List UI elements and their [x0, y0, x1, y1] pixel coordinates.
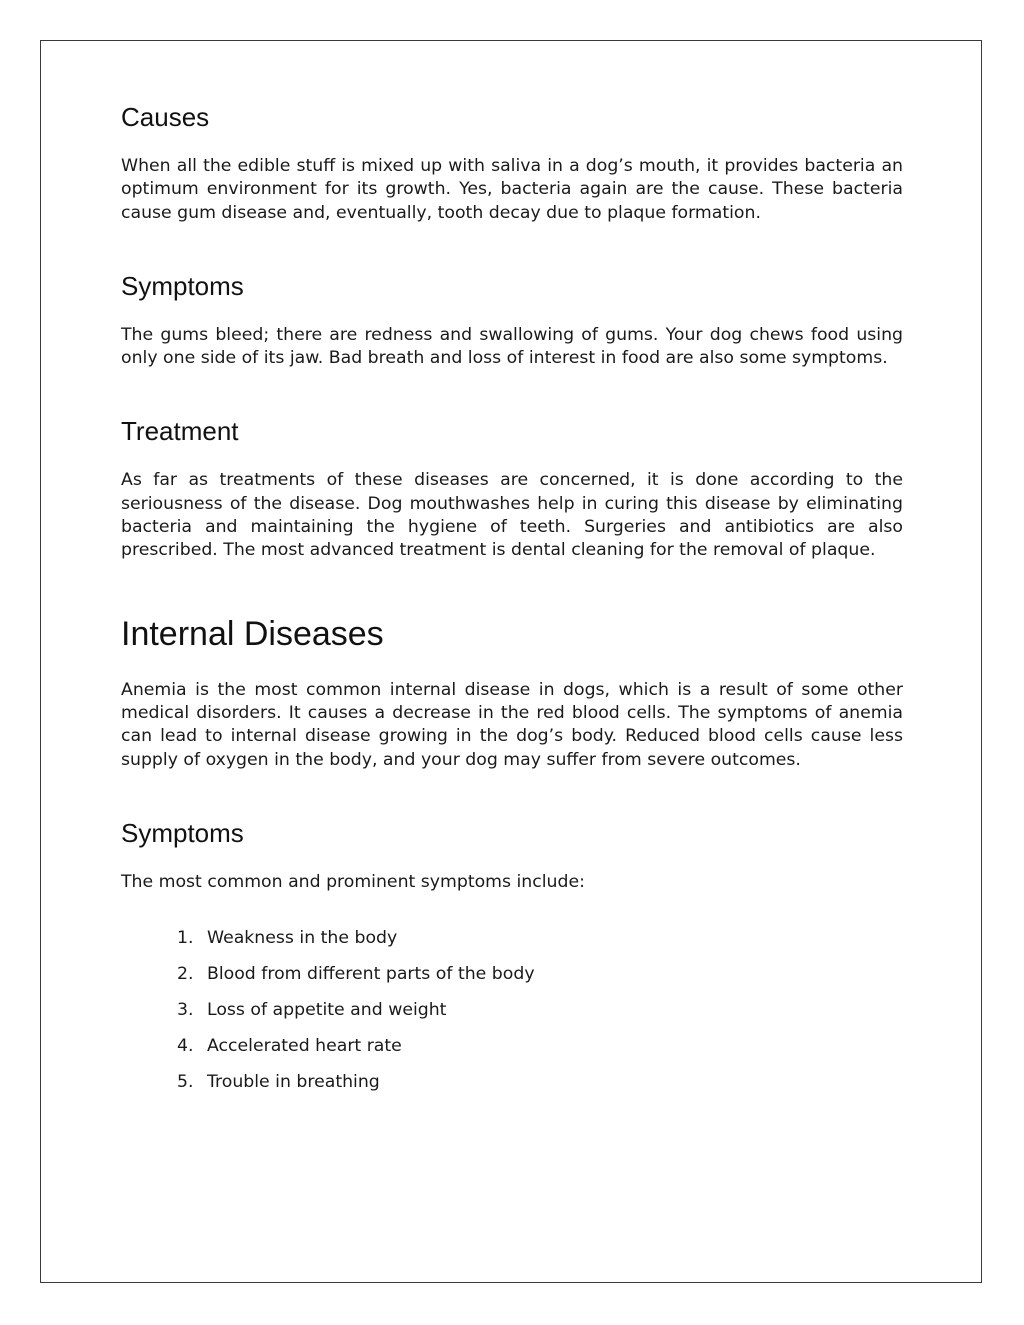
list-item-text: Accelerated heart rate [207, 1036, 402, 1057]
internal-symptoms-heading: Symptoms [121, 817, 244, 848]
internal-symptoms-intro: The most common and prominent symptoms include: [121, 871, 585, 892]
dental-symptoms-paragraph: The gums bleed; there are redness and swallowing of gums. Your dog chews food using only one side of its jaw. Bad breath and loss of interest in food are also some symptoms. [121, 324, 903, 369]
causes-heading: Causes [121, 102, 210, 132]
section-spacer [121, 563, 903, 613]
list-item-number: 2. [177, 964, 194, 985]
internal-diseases-heading: Internal Diseases [121, 614, 384, 653]
list-item [121, 963, 903, 986]
list-item-number: 5. [177, 1072, 194, 1093]
causes-paragraph: When all the edible stuff is mixed up with saliva in a dog’s mouth, it provides bacteria an optimum environment for its growth. Yes, bacteria again are the cause. These bacteria cause gum disease and, eventually, tooth decay due to plaque formation. [121, 156, 903, 223]
list-item-text: Weakness in the body [207, 928, 398, 949]
list-item [121, 1035, 903, 1058]
dental-symptoms-heading: Symptoms [121, 270, 244, 301]
list-item-number: 1. [177, 928, 194, 949]
internal-diseases-paragraph: Anemia is the most common internal disease in dogs, which is a result of some other medical disorders. It causes a decrease in the red blood cells. The symptoms of anemia can lead to internal disease growing in the dog’s body. Reduced blood cells cause less supply of oxygen in the body, and your dog may suffer from severe outcomes. [121, 679, 903, 770]
section-spacer [121, 772, 903, 817]
list-item-text: Loss of appetite and weight [207, 1000, 447, 1021]
list-item-number: 4. [177, 1036, 194, 1057]
list-item [121, 999, 903, 1022]
page-content [121, 101, 903, 1107]
list-item [121, 1071, 903, 1094]
list-item-number: 3. [177, 1000, 194, 1021]
list-item-text: Blood from different parts of the body [207, 964, 535, 985]
section-spacer [121, 370, 903, 415]
document-page [40, 40, 982, 1283]
list-item-text: Trouble in breathing [207, 1072, 380, 1093]
treatment-heading: Treatment [121, 416, 239, 447]
symptom-list [121, 927, 903, 1094]
treatment-paragraph: As far as treatments of these diseases are concerned, it is done according to the seriousness of the disease. Dog mouthwashes help in curing this disease by eliminating bacteria and maintaining the hygiene of teeth. Surgeries and antibiotics are also prescribed. The most advanced treatment is dental cleaning for the removal of plaque. [121, 470, 903, 561]
section-spacer [121, 225, 903, 270]
list-item [121, 927, 903, 950]
